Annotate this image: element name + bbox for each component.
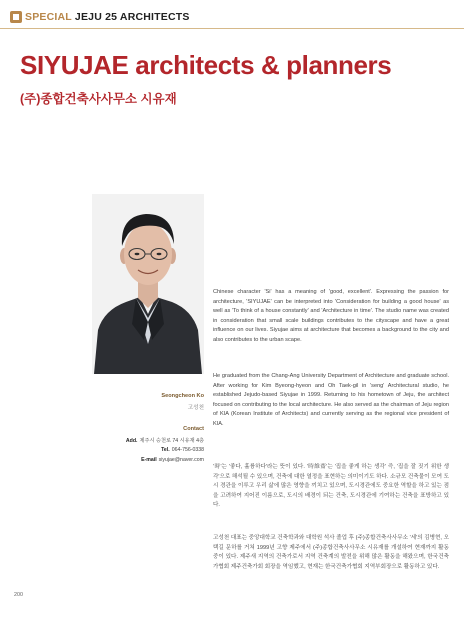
body-paragraph-2: He graduated from the Chang-Ang University Department of Architecture and graduate school. After working for Kim Byeong-hyeon and Oh Taek-gil in 'seng' Architectural studio, he established Jejudo-based Siyujae in 1999. Returning to his hometown of Jeju, the architect focused on contributing to the local architecture. He also served as the chairman of Jeju region of KIA (Korean Institute of Architects) and currently serving as the regional vice president of KIA.	[213, 373, 449, 427]
section-header	[10, 9, 190, 25]
special-label: SPECIAL	[25, 11, 72, 23]
contact-tel	[161, 447, 204, 453]
body-paragraph-1: Chinese character 'Si' has a meaning of 'good, excellent'. Expressing the passion for architecture, 'SIYUJAE' can be interpreted into 'Consideration for building a good house' as well as 'To think of a house constantly' and 'Architecture in time'. The studio name was created in consideration that small scale buildings contributes to the cityscape and have a great influence on our lives. Siyujae aims at architecture that becomes a background to the city and also contributes to the urban scape.	[213, 289, 449, 343]
contact-email	[141, 457, 204, 463]
section-title: JEJU 25 ARCHITECTS	[74, 11, 190, 23]
page-title: SIYUJAE architects & planners	[20, 50, 392, 80]
address-value: 제주시 승천로 74 시유재 4층	[139, 438, 204, 444]
email-label: E-mail	[141, 457, 157, 463]
section-bullet-icon	[10, 11, 22, 23]
portrait-illustration	[92, 194, 204, 374]
contact-heading: Contact	[183, 426, 204, 432]
email-value[interactable]: siyujae@naver.com	[158, 457, 204, 463]
architect-name-ko: 고성천	[187, 405, 204, 411]
header-divider	[0, 28, 464, 29]
body-paragraph-4: 고성천 대표는 중앙대학교 건축학과와 대학원 석사 졸업 후 (주)종합건축사사무소 '세'의 김병현, 오택길 문하를 거쳐 1999년 고향 제주에서 (주)종합건축사사무소 시유재를 개설하여 현재까지 활동 중이 있다. 제주새 지역의 건축가로서 지역 건축계의 발전을 위해 많은 활동을 해왔으며, 한국건축가협회 제주건축가회 회장을 역임했고, 현재는 한국건축가협회 지역부회장으로 활동하고 있다.	[213, 535, 449, 570]
tel-value: 064-756-0338	[171, 447, 204, 453]
architect-portrait-image	[92, 194, 204, 374]
architect-name-en: Seongcheon Ko	[161, 393, 204, 399]
contact-address	[126, 437, 204, 444]
page-number: 200	[14, 592, 23, 598]
tel-label: Tel.	[161, 447, 170, 453]
page-subtitle: (주)종합건축사사무소 시유재	[20, 92, 177, 106]
address-label: Add.	[125, 438, 138, 444]
body-paragraph-3: '時'는 '좋다, 훌륭하다'라는 뜻이 있다. '時維齋'는 '집을 좋게 하는 생각' 즉, '집을 잘 짓기 위한 생각'으로 해석될 수 있으며, 건축에 대한 열정을 표현하는 의미이기도 하다. 소규모 건축물이 모여 도시 경관을 이루고 우리 삶에 많은 영향을 끼치고 있으며, 도시경관에도 중요한 역할을 하고 있는 점을 고려하여 지어진 이름으로, 도시의 배경이 되는 건축, 도시경관에 기여하는 건축을 표방하고 있다.	[213, 464, 449, 509]
